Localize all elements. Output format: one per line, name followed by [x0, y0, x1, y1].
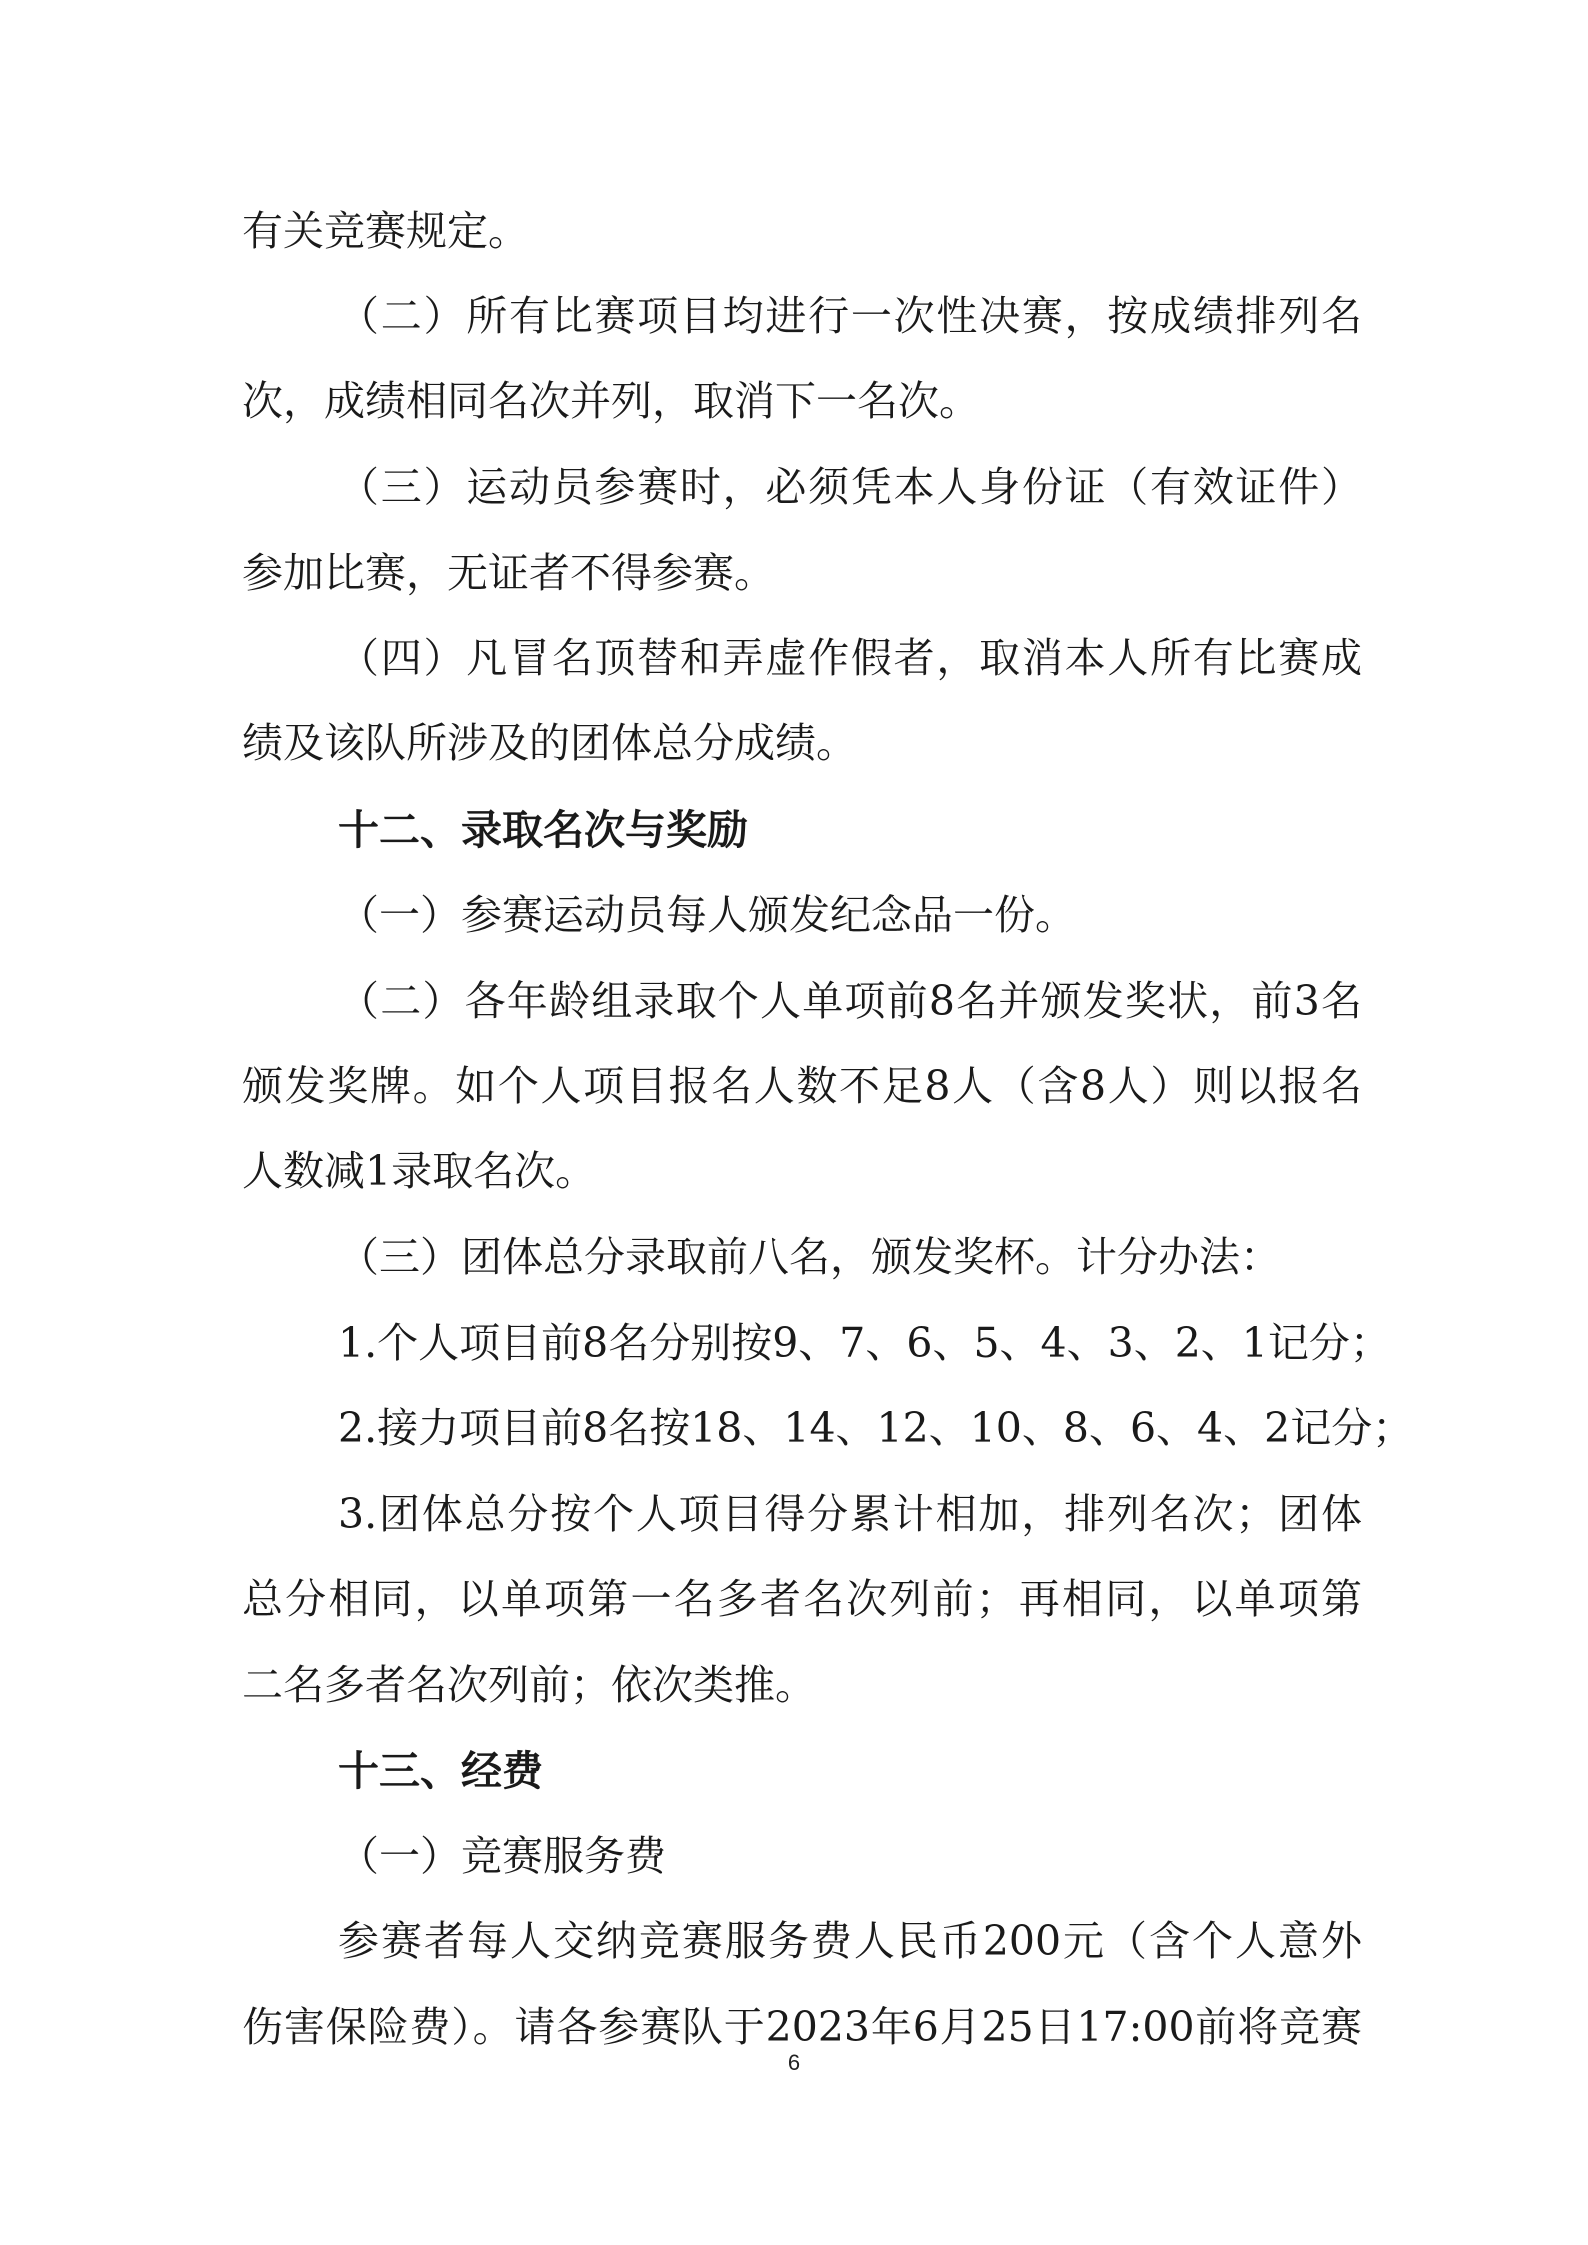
section-heading: 十三、经费	[338, 1747, 543, 1795]
text-line: 总分相同，以单项第一名多者名次列前；再相同，以单项第	[242, 1575, 1362, 1623]
text-line: （四）凡冒名顶替和弄虚作假者，取消本人所有比赛成	[338, 634, 1362, 682]
text-line: （三）团体总分录取前八名，颁发奖杯。计分办法：	[338, 1233, 1281, 1281]
text-line: （三）运动员参赛时，必须凭本人身份证（有效证件）	[338, 463, 1362, 511]
text-line: 绩及该队所涉及的团体总分成绩。	[242, 719, 857, 767]
text-line: 1.个人项目前8名分别按9、7、6、5、4、3、2、1记分；	[338, 1319, 1391, 1367]
text-line: （二）所有比赛项目均进行一次性决赛，按成绩排列名	[338, 292, 1362, 340]
text-line: 2.接力项目前8名按18、14、12、10、8、6、4、2记分；	[338, 1404, 1414, 1452]
text-line: （一）参赛运动员每人颁发纪念品一份。	[338, 891, 1076, 939]
text-line: 有关竞赛规定。	[242, 207, 529, 255]
text-line: 二名多者名次列前；依次类推。	[242, 1661, 816, 1709]
text-line: 伤害保险费）。请各参赛队于2023年6月25日17:00前将竞赛	[242, 2003, 1362, 2051]
section-heading: 十二、录取名次与奖励	[338, 806, 748, 854]
text-line: （一）竞赛服务费	[338, 1832, 666, 1880]
text-line: 人数减1录取名次。	[242, 1147, 597, 1195]
text-line: 颁发奖牌。如个人项目报名人数不足8人（含8人）则以报名	[242, 1062, 1362, 1110]
page-number: 6	[787, 2050, 801, 2075]
text-line: （二）各年龄组录取个人单项前8名并颁发奖状，前3名	[338, 977, 1362, 1025]
text-line: 参赛者每人交纳竞赛服务费人民币200元（含个人意外	[338, 1917, 1362, 1965]
text-line: 次，成绩相同名次并列，取消下一名次。	[242, 377, 980, 425]
text-line: 参加比赛，无证者不得参赛。	[242, 549, 775, 597]
text-line: 3.团体总分按个人项目得分累计相加，排列名次；团体	[338, 1490, 1362, 1538]
